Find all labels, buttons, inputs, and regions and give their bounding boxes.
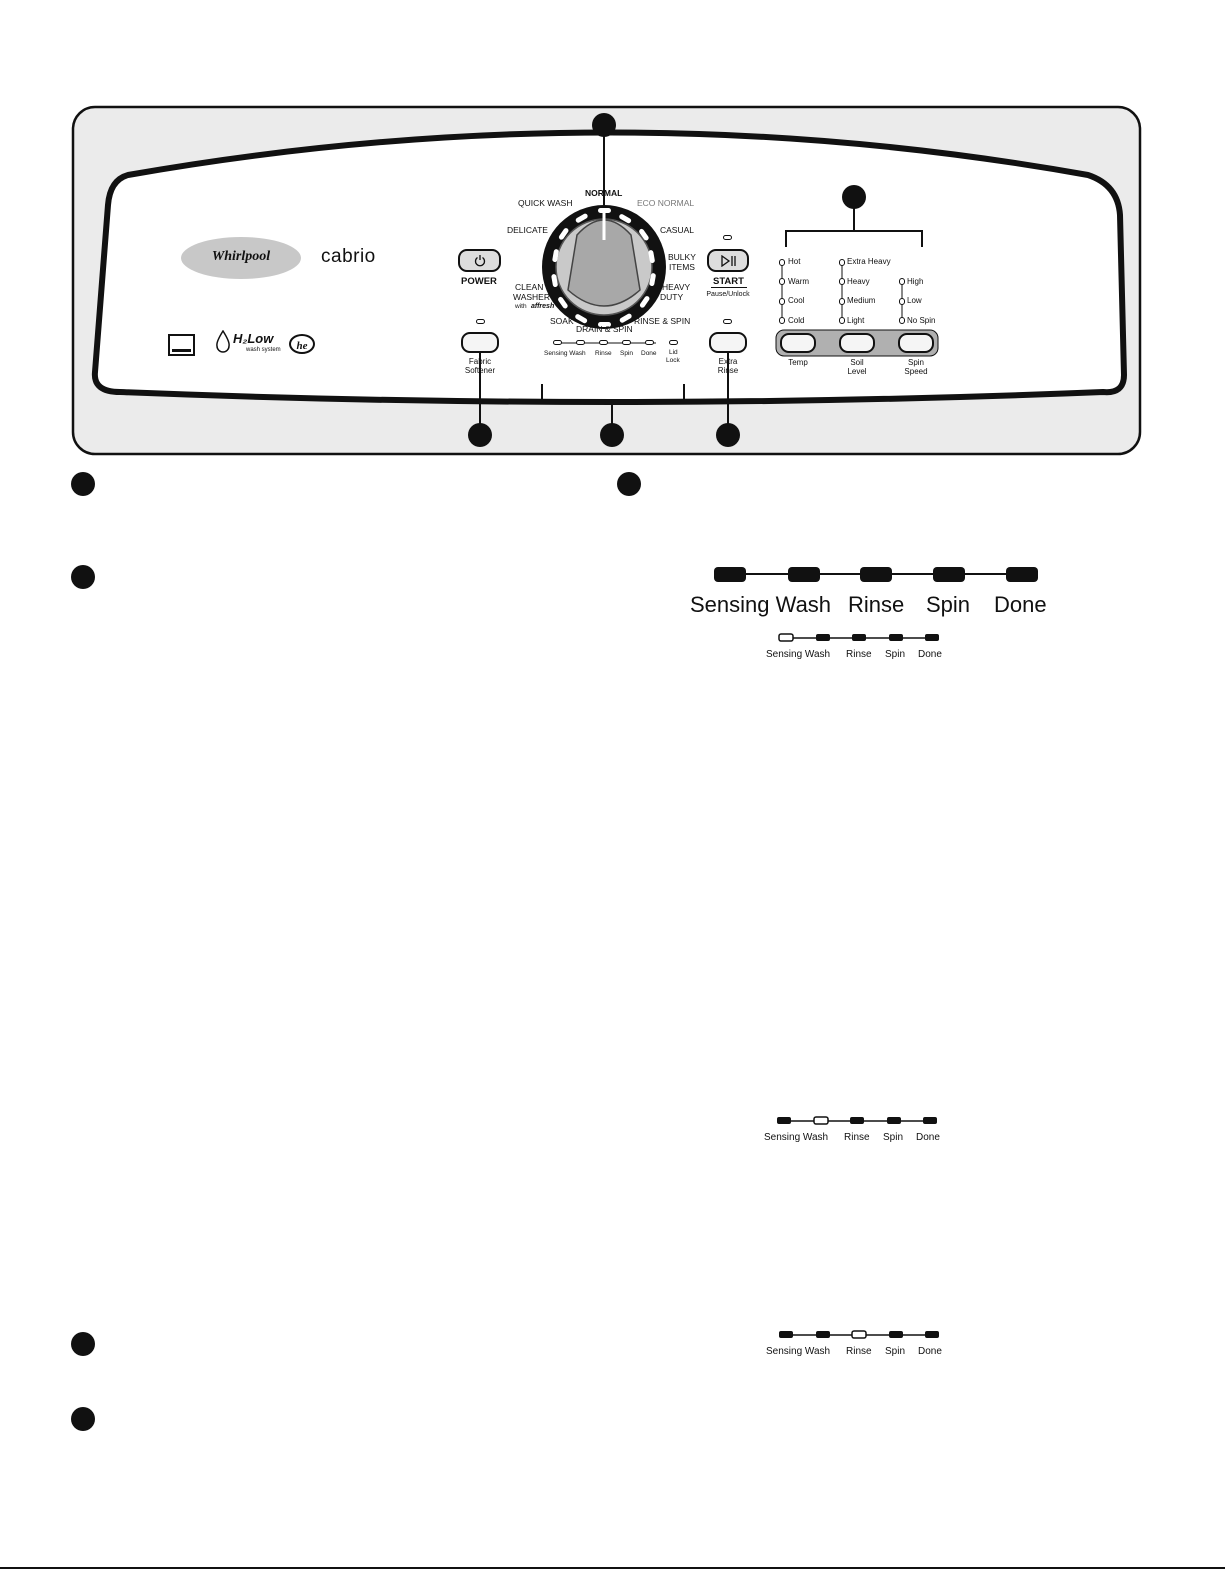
extra-rinse-label-1: Extra bbox=[718, 357, 738, 366]
whirlpool-logo-text: Whirlpool bbox=[211, 249, 271, 264]
spin-high-light bbox=[899, 278, 905, 285]
status-3-rinse: Rinse bbox=[846, 1346, 872, 1357]
large-status-done: Done bbox=[994, 592, 1047, 617]
status-2-rinse: Rinse bbox=[844, 1132, 870, 1143]
spin-speed-label-1: Spin bbox=[907, 358, 924, 367]
fabric-softener-label-1: Fabric bbox=[468, 357, 492, 366]
extra-rinse-button[interactable] bbox=[709, 332, 747, 353]
he-logo bbox=[289, 334, 315, 354]
soil-level-label-2: Level bbox=[847, 367, 867, 376]
panel-status-sensing-wash: Sensing Wash bbox=[544, 350, 586, 357]
status-2-spin: Spin bbox=[883, 1132, 904, 1143]
panel-outline bbox=[0, 0, 1225, 470]
status-diagram-wash-lights bbox=[764, 1115, 954, 1127]
start-pause-button[interactable] bbox=[707, 249, 749, 272]
soil-heavy-light bbox=[839, 278, 845, 285]
status-1-spin: Spin bbox=[885, 649, 906, 660]
temp-label: Temp bbox=[788, 358, 808, 367]
status-2-done: Done bbox=[916, 1132, 940, 1143]
cabrio-logo: cabrio bbox=[321, 246, 376, 267]
cycle-heavy-duty-1[interactable]: HEAVY bbox=[662, 282, 691, 292]
temp-button[interactable] bbox=[780, 333, 816, 353]
play-pause-icon bbox=[721, 255, 737, 267]
start-light bbox=[723, 235, 732, 240]
h2low-logo bbox=[214, 328, 294, 360]
temp-hot-light bbox=[779, 259, 785, 266]
status-1-sensing-wash: Sensing Wash bbox=[766, 649, 831, 660]
soil-extra-heavy-light bbox=[839, 259, 845, 266]
fabric-softener-light bbox=[476, 319, 485, 324]
he-text: he bbox=[296, 340, 308, 352]
panel-status-spin: Spin bbox=[620, 350, 634, 357]
temp-option-cool: Cool bbox=[788, 296, 805, 305]
temp-option-cold: Cold bbox=[788, 316, 805, 325]
cycle-heavy-duty-2[interactable]: DUTY bbox=[660, 292, 684, 302]
cycle-rinse-spin[interactable]: RINSE & SPIN bbox=[634, 316, 691, 326]
cycle-clean-washer-2[interactable]: WASHER bbox=[513, 292, 550, 302]
cycle-soak[interactable]: SOAK bbox=[550, 316, 574, 326]
status-diagram-wash bbox=[764, 1115, 954, 1149]
large-status-rinse: Rinse bbox=[848, 592, 905, 617]
status-lights-large bbox=[690, 562, 1060, 622]
status-1-done: Done bbox=[918, 649, 942, 660]
spin-option-low: Low bbox=[907, 296, 922, 305]
status-3-done: Done bbox=[918, 1346, 942, 1357]
status-2-sensing-wash: Sensing Wash bbox=[764, 1132, 829, 1143]
section-bullet-2 bbox=[617, 472, 641, 496]
callout-cycle-knob bbox=[592, 113, 616, 137]
start-label: START bbox=[713, 276, 744, 287]
start-divider bbox=[711, 287, 747, 288]
cycle-delicate[interactable]: DELICATE bbox=[507, 225, 548, 235]
cycle-clean-washer-3[interactable]: with bbox=[515, 303, 527, 310]
temp-cold-light bbox=[779, 317, 785, 324]
soil-option-medium: Medium bbox=[847, 296, 876, 305]
large-status-spin: Spin bbox=[926, 592, 971, 617]
spin-speed-button[interactable] bbox=[898, 333, 934, 353]
water-drop-icon bbox=[214, 330, 232, 354]
panel-spin-light bbox=[622, 340, 631, 345]
h2low-text: H₂Low bbox=[233, 331, 274, 346]
cycle-casual[interactable]: CASUAL bbox=[660, 225, 695, 235]
status-lights-large-graphic bbox=[690, 562, 1060, 590]
spin-option-no-spin: No Spin bbox=[907, 316, 936, 325]
start-sublabel: Pause/Unlock bbox=[706, 291, 750, 298]
cycle-bulky-items-1[interactable]: BULKY bbox=[668, 252, 696, 262]
soil-light-light bbox=[839, 317, 845, 324]
power-icon bbox=[474, 254, 486, 267]
soil-medium-light bbox=[839, 298, 845, 305]
extra-rinse-light bbox=[723, 319, 732, 324]
panel-wash-light bbox=[576, 340, 585, 345]
callout-options bbox=[842, 185, 866, 209]
callout-fabric-softener bbox=[468, 423, 492, 447]
cycle-normal[interactable]: NORMAL bbox=[585, 188, 623, 198]
temp-option-warm: Warm bbox=[788, 277, 810, 286]
page-bottom-rule bbox=[0, 1567, 1225, 1569]
soil-option-heavy: Heavy bbox=[847, 277, 870, 286]
section-bullet-1 bbox=[71, 472, 95, 496]
fabric-softener-button[interactable] bbox=[461, 332, 499, 353]
spin-low-light bbox=[899, 298, 905, 305]
panel-sensing-light bbox=[553, 340, 562, 345]
section-bullet-5 bbox=[71, 1407, 95, 1431]
power-button[interactable] bbox=[458, 249, 501, 272]
cycle-drain-spin[interactable]: DRAIN & SPIN bbox=[576, 324, 633, 334]
status-diagram-sensing-lights bbox=[766, 632, 956, 644]
panel-status-rinse: Rinse bbox=[595, 350, 612, 357]
status-3-spin: Spin bbox=[885, 1346, 906, 1357]
soil-level-button[interactable] bbox=[839, 333, 875, 353]
callout-extra-rinse bbox=[716, 423, 740, 447]
cycle-clean-washer-1[interactable]: CLEAN bbox=[515, 282, 544, 292]
fabric-softener-label-2: Softener bbox=[464, 366, 496, 375]
panel-status-lid-1: Lid bbox=[669, 349, 678, 356]
whirlpool-logo bbox=[181, 237, 301, 279]
panel-status-done: Done bbox=[641, 350, 657, 357]
status-diagram-rinse-lights bbox=[766, 1329, 956, 1341]
cycle-quick-wash[interactable]: QUICK WASH bbox=[518, 198, 573, 208]
control-panel bbox=[0, 0, 1225, 470]
status-diagram-rinse bbox=[766, 1329, 956, 1363]
soil-level-label-1: Soil bbox=[850, 358, 864, 367]
soil-option-extra-heavy: Extra Heavy bbox=[847, 257, 891, 266]
status-diagram-sensing bbox=[766, 632, 956, 666]
spin-speed-label-2: Speed bbox=[904, 367, 928, 376]
soil-option-light: Light bbox=[847, 316, 865, 325]
section-bullet-3 bbox=[71, 565, 95, 589]
panel-done-light bbox=[645, 340, 654, 345]
spin-no-spin-light bbox=[899, 317, 905, 324]
temp-cool-light bbox=[779, 298, 785, 305]
status-1-rinse: Rinse bbox=[846, 649, 872, 660]
cycle-eco-normal[interactable]: ECO NORMAL bbox=[637, 198, 695, 208]
panel-status-lid-2: Lock bbox=[666, 357, 680, 364]
section-bullet-4 bbox=[71, 1332, 95, 1356]
cycle-clean-washer-4[interactable]: affresh bbox=[531, 303, 555, 310]
panel-rinse-light bbox=[599, 340, 608, 345]
cycle-bulky-items-2[interactable]: ITEMS bbox=[669, 262, 695, 272]
power-label: POWER bbox=[461, 276, 497, 287]
spin-option-high: High bbox=[907, 277, 924, 286]
status-3-sensing-wash: Sensing Wash bbox=[766, 1346, 831, 1357]
energy-star-icon bbox=[168, 334, 195, 356]
h2low-subtext: wash system bbox=[246, 347, 281, 353]
callout-status-lights bbox=[600, 423, 624, 447]
large-status-sensing-wash: Sensing Wash bbox=[690, 592, 832, 617]
temp-warm-light bbox=[779, 278, 785, 285]
extra-rinse-label-2: Rinse bbox=[717, 366, 739, 375]
temp-option-hot: Hot bbox=[788, 257, 801, 266]
panel-lid-lock-light bbox=[669, 340, 678, 345]
